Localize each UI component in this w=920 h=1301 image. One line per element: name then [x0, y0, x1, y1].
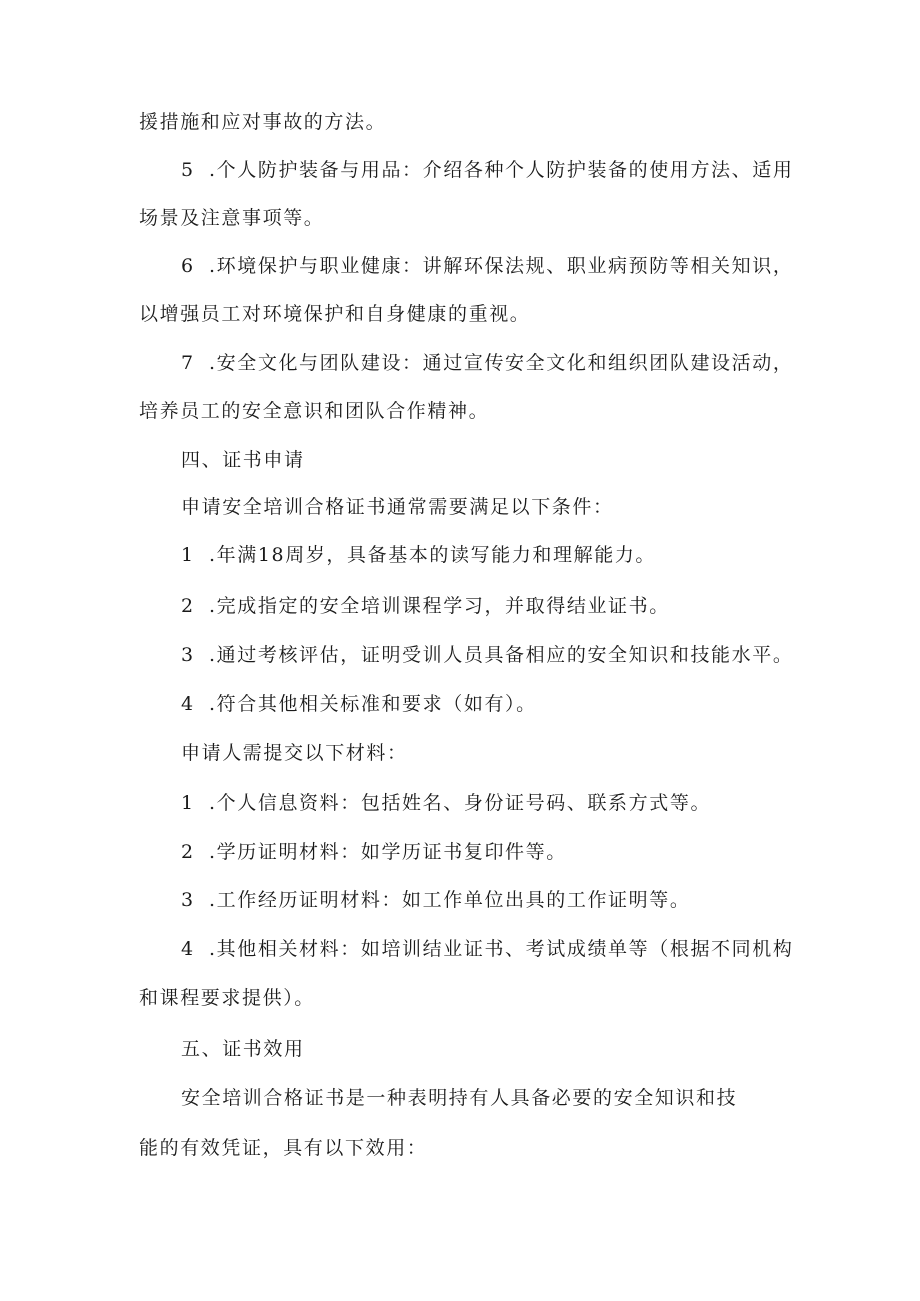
- text-line: 和课程要求提供）。: [139, 987, 315, 1009]
- list-text: .工作经历证明材料：如工作单位出具的工作证明等。: [209, 889, 691, 911]
- list-text: .通过考核评估，证明受训人员具备相应的安全知识和技能水平。: [209, 644, 794, 666]
- text-line: 申请安全培训合格证书通常需要满足以下条件：: [181, 496, 614, 518]
- list-item-1: [181, 543, 656, 567]
- list-text: .完成指定的安全培训课程学习，并取得结业证书。: [209, 595, 670, 617]
- list-item-1: [181, 791, 711, 815]
- list-number: 4: [181, 938, 195, 960]
- list-item-2: [181, 594, 670, 618]
- list-number: 1: [181, 544, 195, 566]
- list-text: .个人防护装备与用品：介绍各种个人防护装备的使用方法、适用: [209, 159, 794, 181]
- text-line: 以增强员工对环境保护和自身健康的重视。: [139, 303, 531, 325]
- text-line: 安全培训合格证书是一种表明持有人具备必要的安全知识和技: [181, 1087, 738, 1109]
- section-heading: 五、证书效用: [181, 1038, 305, 1060]
- list-text: .环境保护与职业健康：讲解环保法规、职业病预防等相关知识，: [209, 255, 794, 277]
- list-number: 5: [181, 159, 195, 181]
- list-item-5: [181, 158, 793, 182]
- list-item-3: [181, 888, 690, 912]
- list-number: 4: [181, 693, 195, 715]
- list-item-7: [181, 351, 793, 375]
- list-item-6: [181, 254, 793, 278]
- text-line: 申请人需提交以下材料：: [181, 742, 408, 764]
- list-text: .个人信息资料：包括姓名、身份证号码、联系方式等。: [209, 792, 712, 814]
- list-number: 2: [181, 595, 195, 617]
- list-item-3: [181, 643, 793, 667]
- list-text: .安全文化与团队建设：通过宣传安全文化和组织团队建设活动，: [209, 352, 794, 374]
- list-text: .其他相关材料：如培训结业证书、考试成绩单等（根据不同机构: [209, 938, 794, 960]
- list-item-4: [181, 692, 537, 716]
- list-number: 6: [181, 255, 195, 277]
- list-number: 7: [181, 352, 195, 374]
- list-number: 3: [181, 644, 195, 666]
- list-number: 2: [181, 841, 195, 863]
- list-number: 1: [181, 792, 195, 814]
- text-line: 培养员工的安全意识和团队合作精神。: [139, 400, 490, 422]
- text-line: 场景及注意事项等。: [139, 207, 325, 229]
- list-text: .年满18周岁，具备基本的读写能力和理解能力。: [209, 544, 657, 566]
- list-item-2: [181, 840, 567, 864]
- text-line: 能的有效凭证，具有以下效用：: [139, 1137, 428, 1159]
- list-number: 3: [181, 889, 195, 911]
- list-item-4: [181, 937, 793, 961]
- text-line: 援措施和应对事故的方法。: [139, 111, 387, 133]
- list-text: .学历证明材料：如学历证书复印件等。: [209, 841, 567, 863]
- section-heading: 四、证书申请: [181, 449, 305, 471]
- list-text: .符合其他相关标准和要求（如有）。: [209, 693, 537, 715]
